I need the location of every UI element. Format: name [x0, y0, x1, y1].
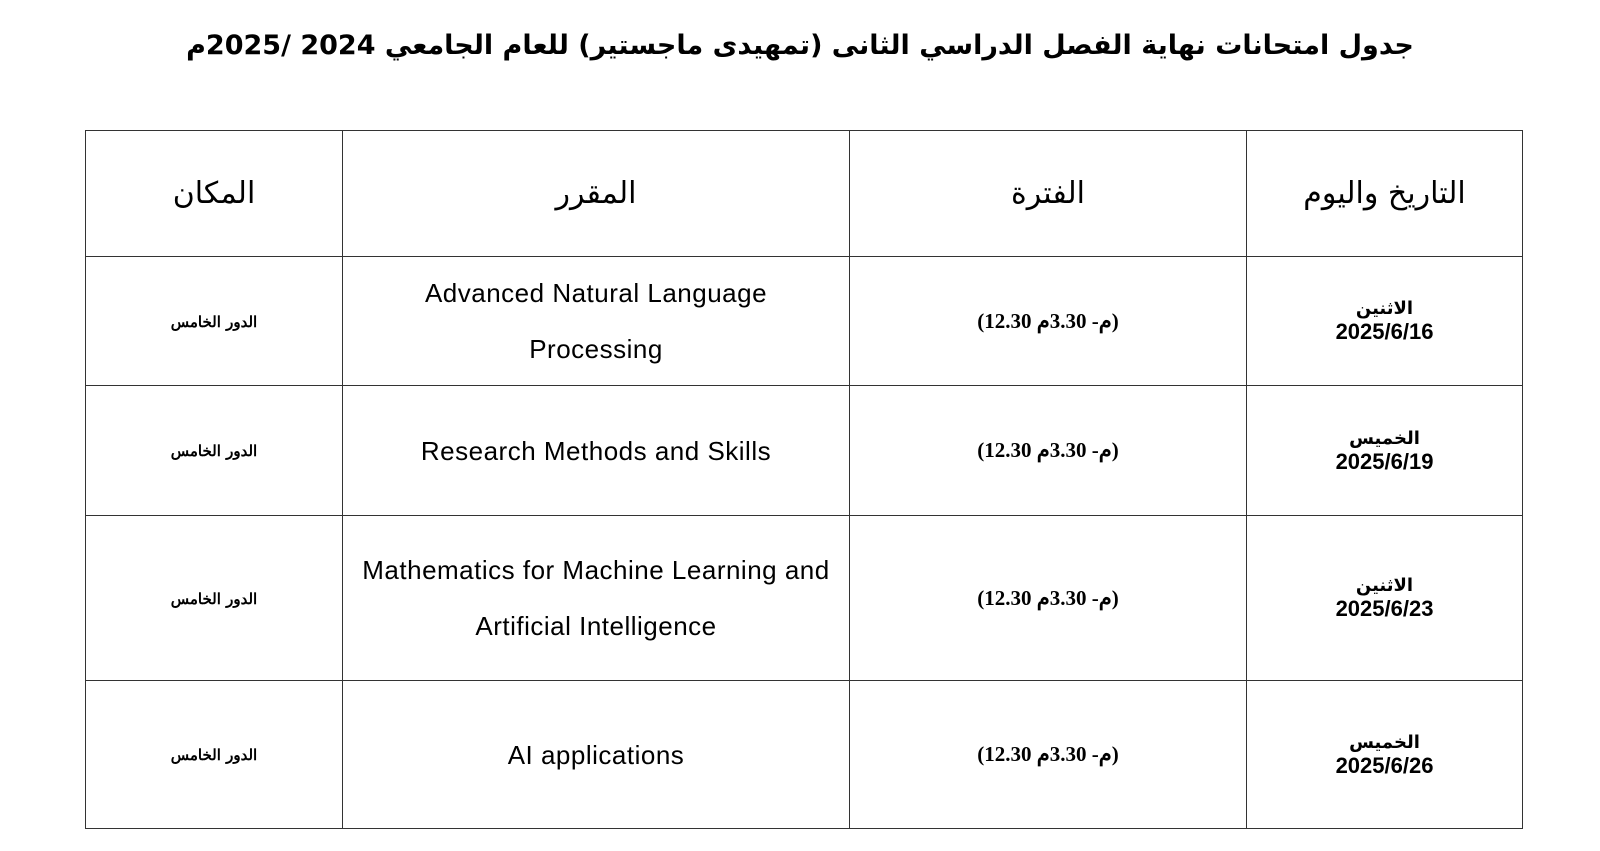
course-text: Mathematics for Machine Learning and Artificial Intelligence — [362, 555, 830, 641]
header-date-day: التاريخ واليوم — [1247, 131, 1523, 257]
place-cell — [86, 257, 343, 386]
course-cell — [343, 681, 850, 829]
date-text: 2025/6/16 — [1335, 319, 1434, 344]
table-header-row — [86, 131, 1523, 257]
place-text: الدور الخامس — [170, 312, 258, 331]
date-cell — [1247, 386, 1523, 516]
date-cell — [1247, 681, 1523, 829]
period-text: (12.30 م- 3.30م) — [977, 308, 1119, 333]
date-text: 2025/6/23 — [1335, 596, 1434, 621]
course-text: Advanced Natural Language Processing — [424, 278, 768, 364]
place-text: الدور الخامس — [170, 746, 258, 764]
place-cell — [86, 386, 343, 516]
day-text: الخميس — [1349, 731, 1420, 753]
course-text: Research Methods and Skills — [420, 435, 772, 466]
header-course: المقرر — [343, 131, 850, 257]
header-period: الفترة — [850, 131, 1247, 257]
day-text: الاثنين — [1355, 298, 1414, 319]
table-row — [86, 681, 1523, 829]
date-text: 2025/6/26 — [1335, 752, 1434, 778]
period-text: (12.30 م- 3.30م) — [977, 438, 1119, 462]
period-text: (12.30 م- 3.30م) — [977, 742, 1119, 766]
page-title: جدول امتحانات نهاية الفصل الدراسي الثانى (تمهيدى ماجستير) للعام الجامعي 2024 /2025م — [186, 30, 1414, 61]
place-cell — [86, 681, 343, 829]
day-text: الاثنين — [1355, 575, 1414, 596]
table-row — [86, 257, 1523, 386]
day-text: الخميس — [1349, 427, 1420, 449]
period-text: (12.30 م- 3.30م) — [977, 585, 1119, 610]
table-row — [86, 386, 1523, 516]
place-text: الدور الخامس — [170, 589, 258, 608]
course-cell — [343, 386, 850, 516]
date-text: 2025/6/19 — [1335, 448, 1434, 474]
header-place: المكان — [86, 131, 343, 257]
period-cell — [850, 386, 1247, 516]
period-cell — [850, 516, 1247, 681]
place-text: الدور الخامس — [170, 442, 258, 460]
place-cell — [86, 516, 343, 681]
course-cell — [343, 257, 850, 386]
table-row — [86, 516, 1523, 681]
date-cell — [1247, 257, 1523, 386]
date-cell — [1247, 516, 1523, 681]
period-cell — [850, 681, 1247, 829]
period-cell — [850, 257, 1247, 386]
exam-schedule-table — [85, 130, 1523, 829]
course-cell — [343, 516, 850, 681]
course-text: AI applications — [507, 739, 685, 770]
